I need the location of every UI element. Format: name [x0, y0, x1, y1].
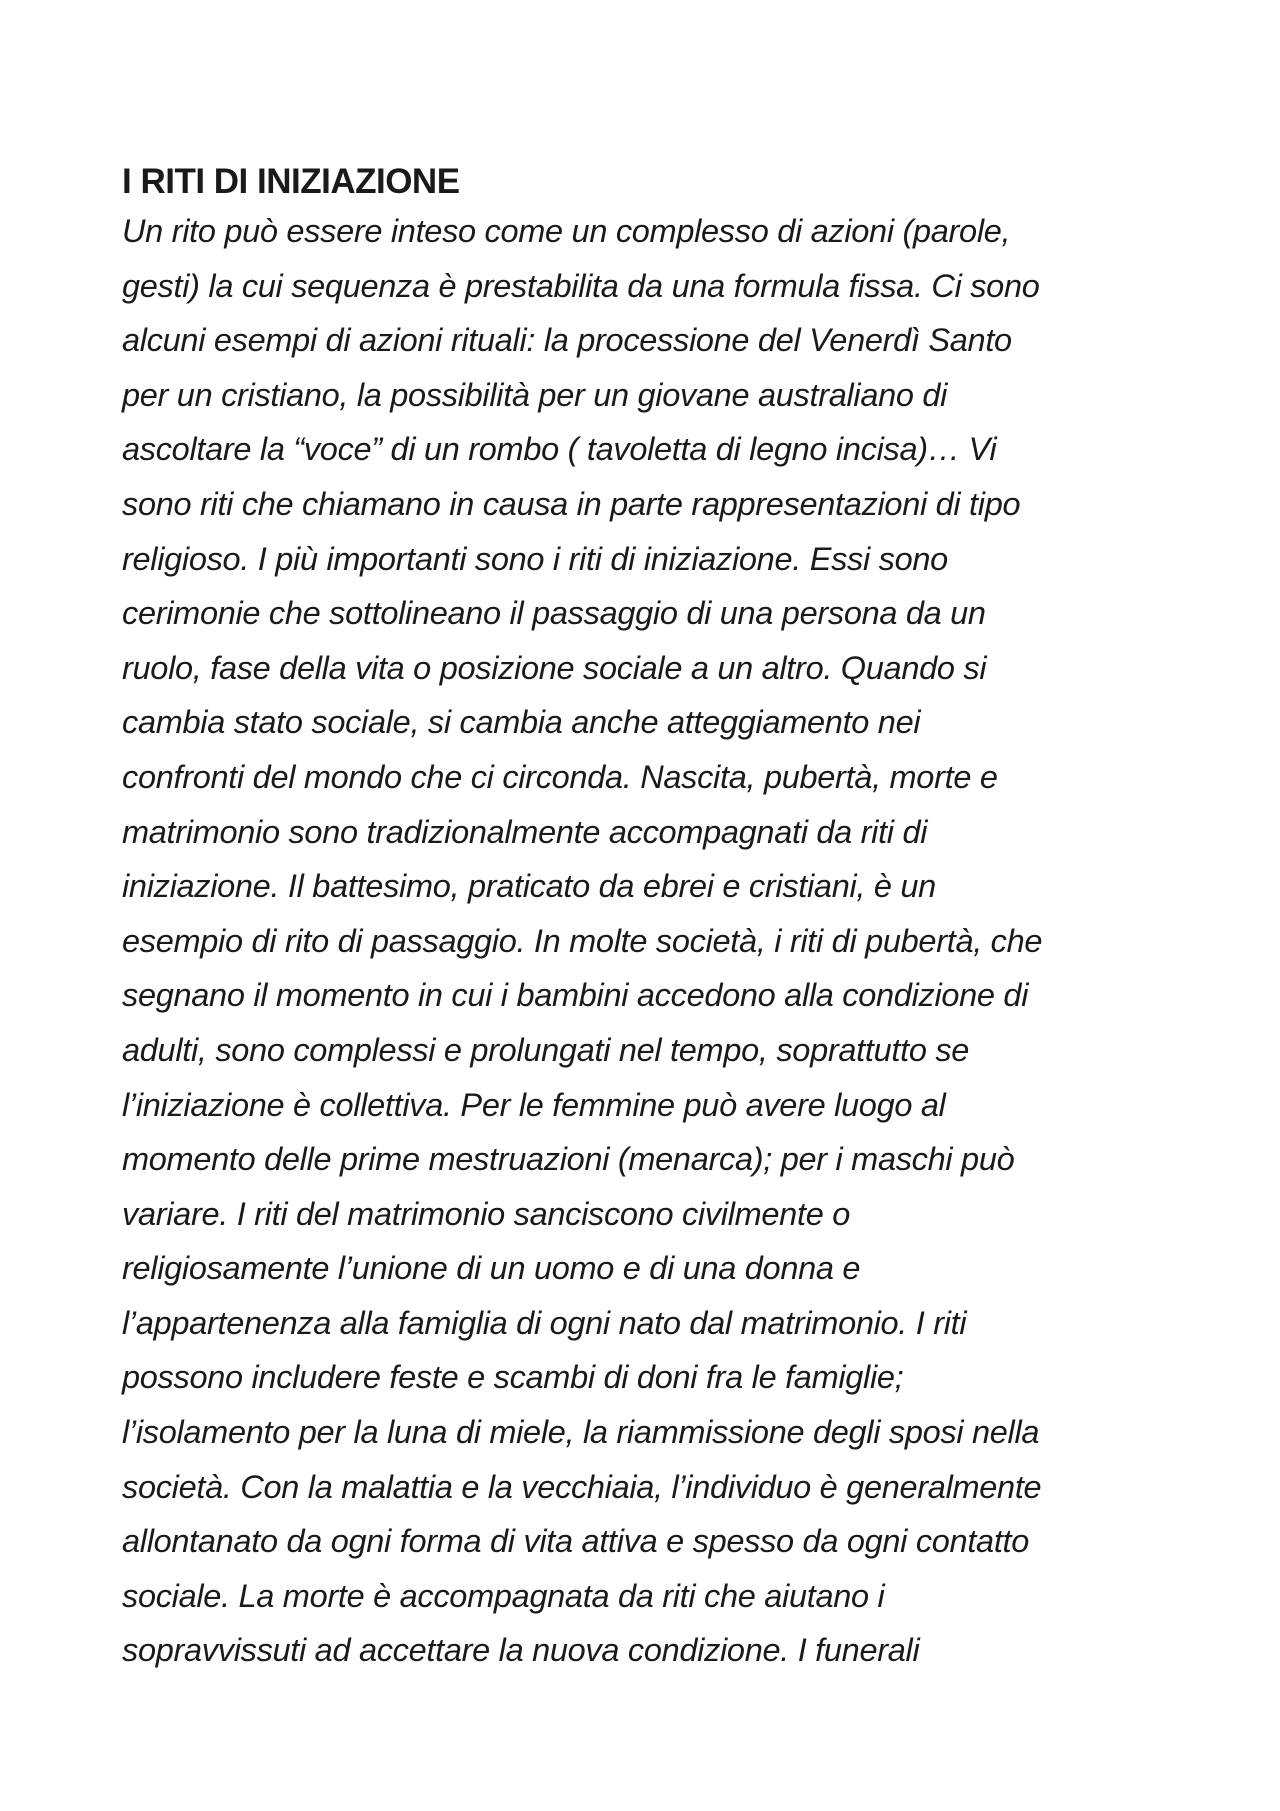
text-line: religioso. I più importanti sono i riti di iniziazione. Essi sono — [122, 540, 948, 577]
text-line: variare. I riti del matrimonio sanciscono civilmente o — [122, 1195, 850, 1232]
text-line: sociale. La morte è accompagnata da riti che aiutano i — [122, 1577, 885, 1614]
text-line: l’iniziazione è collettiva. Per le femmine può avere luogo al — [122, 1086, 946, 1123]
paragraph — [122, 204, 1172, 1678]
text-line: segnano il momento in cui i bambini accedono alla condizione di — [122, 977, 1029, 1014]
text-line: matrimonio sono tradizionalmente accompagnati da riti di — [122, 813, 928, 850]
text-line: possono includere feste e scambi di doni fra le famiglie; — [122, 1359, 904, 1396]
text-line: l’isolamento per la luna di miele, la riammissione degli sposi nella — [122, 1414, 1040, 1451]
text-line: adulti, sono complessi e prolungati nel tempo, soprattutto se — [122, 1031, 970, 1068]
text-line: momento delle prime mestruazioni (menarca); per i maschi può — [122, 1141, 1015, 1178]
text-line: esempio di rito di passaggio. In molte società, i riti di pubertà, che — [122, 922, 1043, 959]
text-line: Un rito può essere inteso come un complesso di azioni (parole, — [122, 213, 1011, 249]
text-line: sono riti che chiamano in causa in parte rappresentazioni di tipo — [122, 485, 1021, 522]
text-line: per un cristiano, la possibilità per un giovane australiano di — [122, 376, 948, 413]
page-title: I RITI DI INIZIAZIONE — [122, 162, 460, 201]
text-line: ruolo, fase della vita o posizione sociale a un altro. Quando si — [122, 649, 987, 686]
text-line: religiosamente l’unione di un uomo e di una donna e — [122, 1250, 861, 1287]
text-line: confronti del mondo che ci circonda. Nascita, pubertà, morte e — [122, 758, 998, 795]
text-line: società. Con la malattia e la vecchiaia, l’individuo è generalmente — [122, 1468, 1042, 1505]
text-line: sopravvissuti ad accettare la nuova condizione. I funerali — [122, 1632, 920, 1669]
text-line: ascoltare la “voce” di un rombo ( tavoletta di legno incisa)… Vi — [122, 431, 997, 468]
text-line: alcuni esempi di azioni rituali: la processione del Venerdì Santo — [122, 322, 1012, 359]
text-line: l’appartenenza alla famiglia di ogni nato dal matrimonio. I riti — [122, 1304, 967, 1341]
text-line: gesti) la cui sequenza è prestabilita da una formula fissa. Ci sono — [122, 267, 1040, 304]
text-line: allontanato da ogni forma di vita attiva e spesso da ogni contatto — [122, 1523, 1030, 1560]
text-line: cambia stato sociale, si cambia anche atteggiamento nei — [122, 704, 921, 741]
document-body — [122, 160, 1172, 1678]
text-line: iniziazione. Il battesimo, praticato da ebrei e cristiani, è un — [122, 868, 936, 905]
text-line: cerimonie che sottolineano il passaggio di una persona da un — [122, 595, 986, 632]
